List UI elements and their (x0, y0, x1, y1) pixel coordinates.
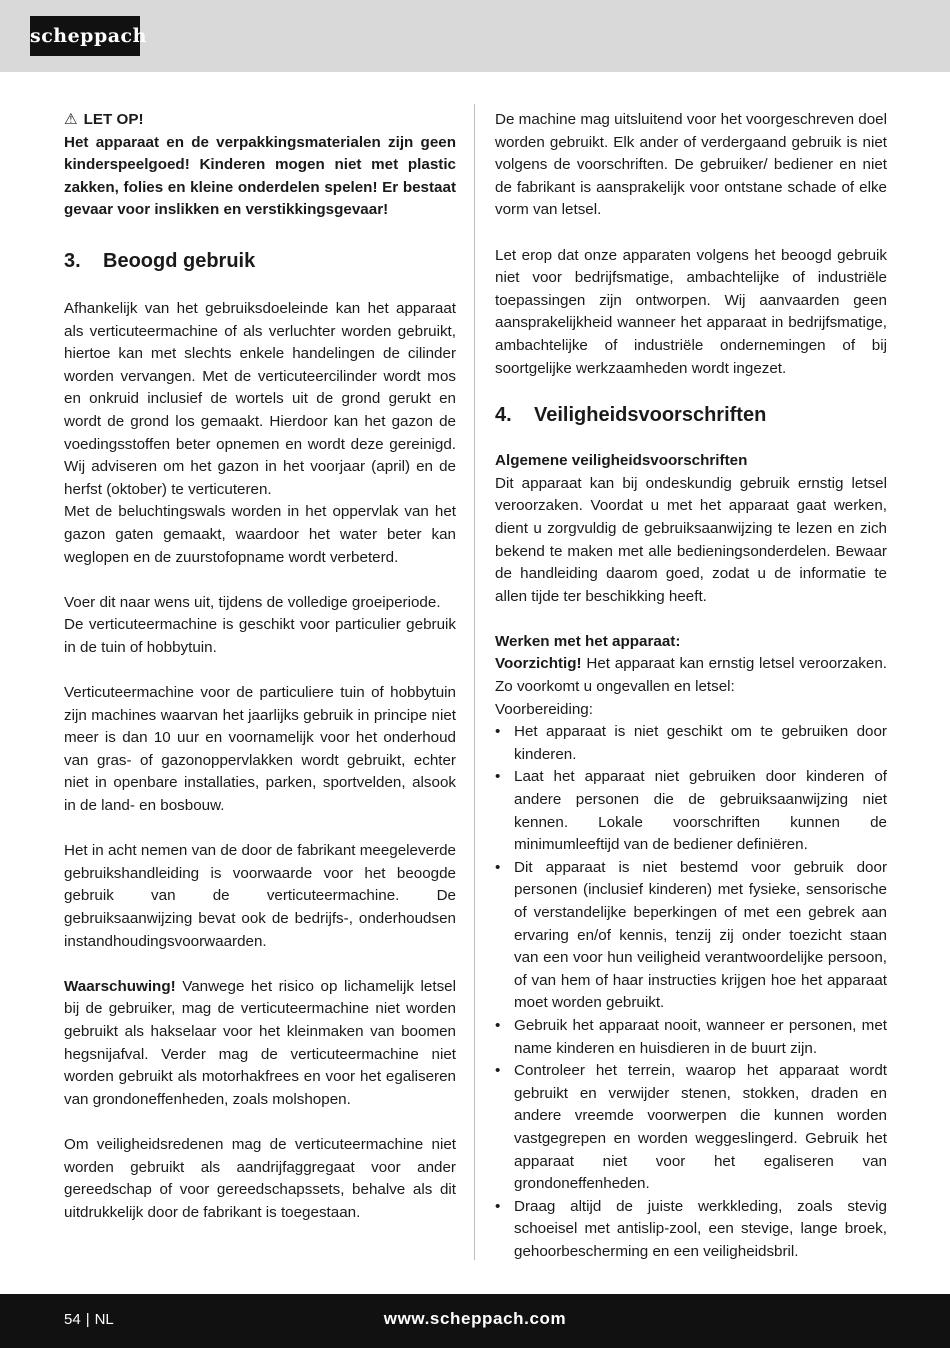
subheading-working: Werken met het apparaat: (495, 632, 681, 650)
section-3-number: 3. (64, 249, 81, 272)
footer-band (0, 1294, 950, 1348)
section-4-heading (495, 402, 887, 428)
paragraph: Voer dit naar wens uit, tijdens de volledige groeiperiode. (64, 593, 441, 611)
warning-title: LET OP! (83, 111, 144, 128)
warning-heading (64, 109, 456, 132)
page-number: 54 (64, 1311, 81, 1328)
warning-paragraph (64, 976, 456, 1112)
safety-bullet-list (495, 721, 887, 1263)
language-code: NL (94, 1311, 114, 1328)
paragraph: De verticuteermachine is geschikt voor particulier gebruik in de tuin of hobbytuin. (64, 616, 456, 656)
right-column (495, 109, 887, 1264)
section-3-heading (64, 248, 456, 274)
caution-paragraph-text: Het apparaat kan ernstig letsel veroorzaken. Zo voorkomt u ongevallen en letsel: (495, 655, 887, 696)
paragraph: Om veiligheidsredenen mag de verticuteermachine niet worden gebruikt als aandrijfaggregaat voor ander gereedschap of voor gereedschapssets, behalve als dit uitdrukkelijk door de fabrikant is toegestaan. (64, 1135, 456, 1221)
list-item: • Laat het apparaat niet gebruiken door kinderen of andere personen die de gebruiksaanwijzing niet kennen. Lokale voorschriften kunnen de minimumleeftijd van de bediener definiëren. (495, 766, 887, 856)
scheppach-logo: scheppach (30, 16, 140, 56)
list-item: • Draag altijd de juiste werkkleding, zoals stevig schoeisel met antislip-zool, een stevige, lange broek, gehoorbescherming en een veiligheidsbril. (495, 1196, 887, 1264)
paragraph: Met de beluchtingswals worden in het oppervlak van het gazon gaten gemaakt, waardoor het water beter kan weglopen en de zuurstofopname wordt verbeterd. (64, 503, 456, 566)
warning-paragraph-text: Vanwege het risico op lichamelijk letsel bij de gebruiker, mag de verticuteermachine niet worden gebruikt als hakselaar voor het kleinmaken van boomen hegsnijafval. Verder mag de verticuteermachine niet worden gebruikt als motorhakfrees en voor het egaliseren van grondoneffenheden, zoals molshopen. (64, 977, 456, 1108)
section-3-title: Beoogd gebruik (103, 249, 256, 272)
column-divider (474, 104, 475, 1260)
warning-label: Waarschuwing! (64, 977, 176, 995)
paragraph: Verticuteermachine voor de particuliere tuin of hobbytuin zijn machines waarvan het jaarlijks gebruik in principe niet meer is dan 10 uur en voornamelijk voor het onderhoud van gras- of gazonoppervlakken wordt gebruikt, echter niet in openbare installaties, parken, sportvelden, alsook in de land- en bosbouw. (64, 684, 456, 815)
section-4-title: Veiligheidsvoorschriften (534, 404, 767, 427)
caution-label: Voorzichtig! (495, 655, 582, 673)
paragraph: Afhankelijk van het gebruiksdoeleinde kan het apparaat als verticuteermachine of als verluchter worden gebruikt, hiertoe kan met slechts enkele handelingen de cilinder worden vervangen. Met de verticuteercilinder wordt mos en onkruid inclusief de wortels uit de grond gerukt en wordt de grond los gemaakt. Hierdoor kan het gazon de voedingsstoffen beter opnemen en wordt deze gereinigd. Wij adviseren om het gazon in het voorjaar (april) en de herfst (oktober) te verticuteren. (64, 299, 456, 498)
warning-text: Het apparaat en de verpakkingsmaterialen zijn geen kinderspeelgoed! Kinderen mogen niet met plastic zakken, folies en kleine onderdelen spelen! Er bestaat gevaar voor inslikken en verstikkingsgevaar! (64, 133, 456, 219)
caution-paragraph (495, 653, 887, 698)
paragraph: Dit apparaat kan bij ondeskundig gebruik ernstig letsel veroorzaken. Voordat u met het apparaat gaat werken, dient u zorgvuldig de gebruiksaanwijzing te lezen en zich bekend te maken met alle bedieningsonderdelen. Bewaar de handleiding daarom goed, zodat u de informatie te allen tijde ter beschikking heeft. (495, 474, 887, 605)
page-separator: | (85, 1311, 90, 1328)
list-item: • Het apparaat is niet geschikt om te gebruiken door kinderen. (495, 721, 887, 766)
header-band (0, 0, 950, 72)
paragraph: Let erop dat onze apparaten volgens het beoogd gebruik niet voor bedrijfsmatige, ambachtelijke of industriële toepassingen zijn ontworpen. Wij aanvaarden geen aansprakelijkheid wanneer het apparaat in bedrijfsmatige, ambachtelijke of industriële ondernemingen of bij soortgelijke werkzaamheden wordt ingezet. (495, 246, 887, 377)
left-column (64, 109, 456, 1224)
subheading-general-safety: Algemene veiligheidsvoorschriften (495, 452, 748, 470)
paragraph: De machine mag uitsluitend voor het voorgeschreven doel worden gebruikt. Elk ander of verdergaand gebruik is niet volgens de voorschriften. De gebruiker/ bediener en niet de fabrikant is aansprakelijk voor ontstane schade of elke vorm van letsel. (495, 111, 887, 219)
website-url: www.scheppach.com (383, 1309, 567, 1328)
warning-triangle-icon: ⚠ (64, 111, 78, 128)
preparation-label: Voorbereiding: (495, 700, 593, 718)
list-item: • Gebruik het apparaat nooit, wanneer er personen, met name kinderen en huisdieren in de buurt zijn. (495, 1015, 887, 1060)
list-item: • Controleer het terrein, waarop het apparaat wordt gebruikt en verwijder stenen, stokken, draden en andere vreemde voorwerpen die kunnen worden vastgegrepen en worden weggeslingerd. Gebruik het apparaat niet voor het egaliseren van grondoneffenheden. (495, 1060, 887, 1196)
list-item: • Dit apparaat is niet bestemd voor gebruik door personen (inclusief kinderen) met fysieke, sensorische of verstandelijke beperkingen of met een gebrek aan ervaring en/of kennis, tenzij zij onder toezicht staan van een voor hun veiligheid verantwoordelijke persoon, of van hem of haar instructies krijgen hoe het apparaat moet worden gebruikt. (495, 857, 887, 1015)
section-4-number: 4. (495, 404, 512, 427)
paragraph: Het in acht nemen van de door de fabrikant meegeleverde gebruikshandleiding is voorwaarde voor het beoogde gebruik van de verticuteermachine. De gebruiksaanwijzing bevat ook de bedrijfs-, onderhoudsen instandhoudingsvoorwaarden. (64, 842, 456, 950)
